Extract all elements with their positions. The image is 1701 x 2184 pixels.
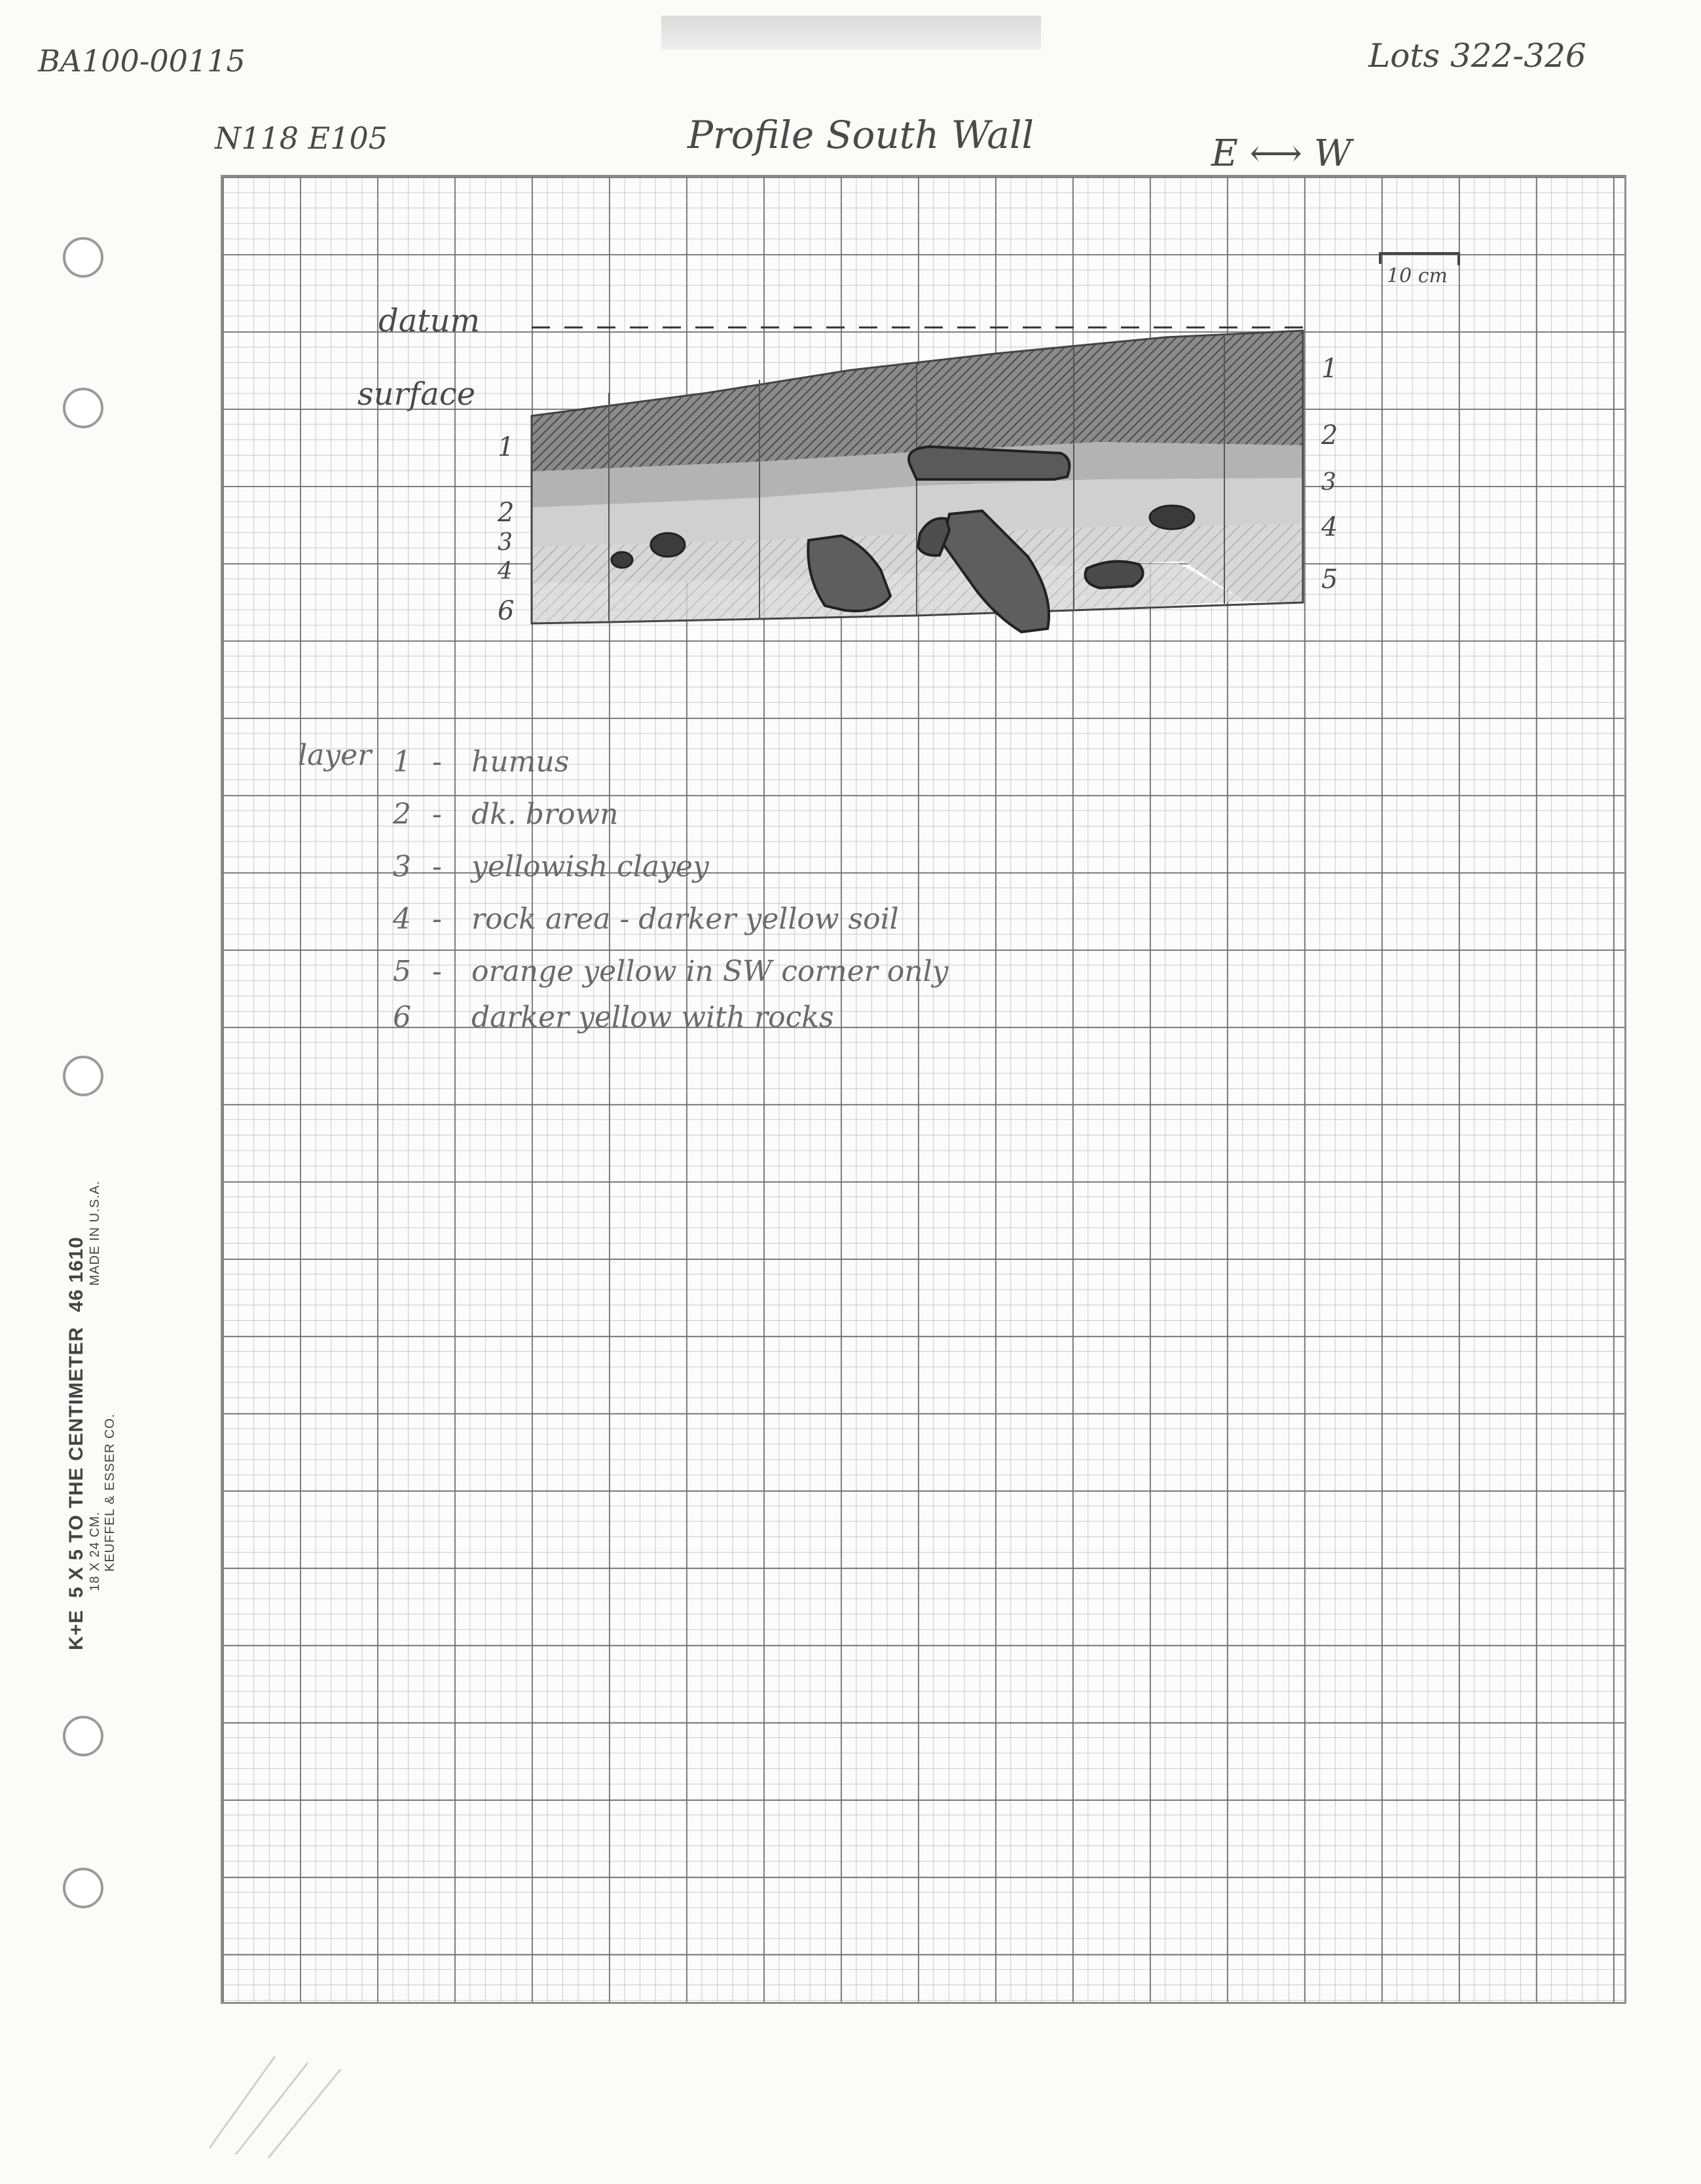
rock <box>1086 561 1143 588</box>
pencil-scribble <box>196 2030 367 2161</box>
binder-hole <box>63 1716 103 1756</box>
datum-label: datum <box>378 303 481 339</box>
binder-hole <box>63 1868 103 1908</box>
grid-spec: 5 X 5 TO THE CENTIMETER <box>65 1326 87 1599</box>
rock <box>612 552 632 568</box>
right-layer-number: 4 <box>1321 512 1338 542</box>
catalog-number: 46 1610 <box>65 1236 87 1312</box>
right-layer-number: 2 <box>1321 420 1338 451</box>
rock <box>651 533 685 557</box>
left-layer-number: 2 <box>498 498 515 528</box>
binder-hole <box>63 237 103 278</box>
left-layer-number: 1 <box>498 432 515 462</box>
legend-item: 5 - orange yellow in SW corner only <box>393 955 949 988</box>
page-title: Profile South Wall <box>687 113 1034 157</box>
legend-item: 1 - humus <box>393 745 570 779</box>
binder-hole <box>63 388 103 428</box>
paper-size: 18 X 24 CM. <box>88 1511 102 1591</box>
legend-heading: layer <box>298 739 372 772</box>
made-in: MADE IN U.S.A. <box>88 1180 102 1286</box>
rock <box>1150 506 1194 529</box>
right-layer-number: 5 <box>1321 565 1338 595</box>
paper-manufacturer-print <box>65 1179 144 1650</box>
binder-hole <box>63 1056 103 1096</box>
catalog-id: BA100-00115 <box>38 43 246 79</box>
legend-item: 2 - dk. brown <box>393 798 619 831</box>
lots-label: Lots 322-326 <box>1368 37 1586 75</box>
left-layer-number: 4 <box>498 558 513 585</box>
surface-label: surface <box>357 376 476 413</box>
brand-mark: K+E <box>65 1609 87 1650</box>
legend-item: 3 - yellowish clayey <box>393 850 709 883</box>
profile-drawing <box>511 308 1375 648</box>
left-layer-number: 3 <box>498 529 513 556</box>
right-layer-number: 1 <box>1321 354 1338 384</box>
tape-residue <box>661 16 1041 50</box>
right-layer-number: 3 <box>1321 469 1336 496</box>
legend-item: 6 darker yellow with rocks <box>393 1001 834 1034</box>
rock <box>909 447 1069 479</box>
unit-label: N118 E105 <box>215 120 388 156</box>
left-layer-number: 6 <box>498 596 515 626</box>
orientation-label: E ⟷ W <box>1211 132 1352 175</box>
legend-item: 4 - rock area - darker yellow soil <box>393 902 899 936</box>
scale-label: 10 cm <box>1387 265 1448 287</box>
maker-name: KEUFFEL & ESSER CO. <box>103 1413 117 1572</box>
